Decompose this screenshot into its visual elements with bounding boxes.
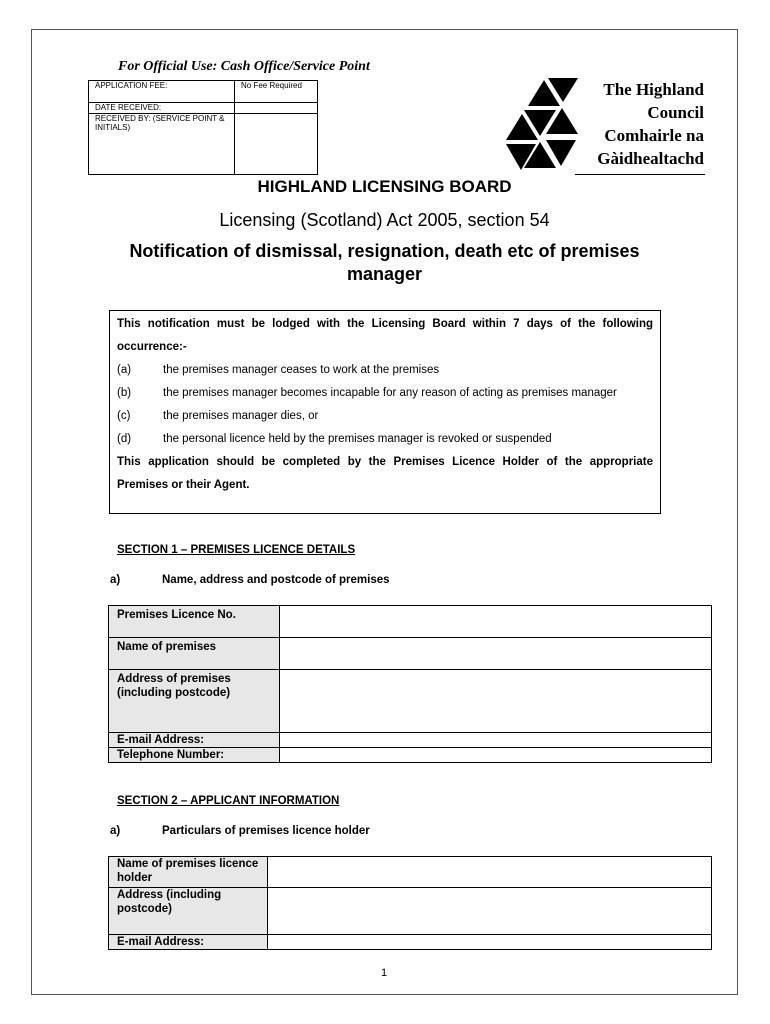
licence-holder-email-input[interactable] [268,935,712,950]
council-name-line: The Highland [603,80,704,99]
received-by-label: RECEIVED BY: (SERVICE POINT & INITIALS) [89,114,235,175]
received-by-value[interactable] [235,114,318,175]
section-2-sub-text: Particulars of premises licence holder [162,825,370,837]
logo-divider [575,174,705,175]
section-1-heading: SECTION 1 – PREMISES LICENCE DETAILS [117,544,356,556]
licence-holder-email-label: E-mail Address: [109,935,268,950]
notice-item-text: the personal licence held by the premises manager is revoked or suspended [163,433,552,445]
notice-item-label: (c) [117,410,131,422]
notice-item-label: (d) [117,433,132,445]
applicant-info-table [108,856,712,950]
licence-holder-name-input[interactable] [268,857,712,888]
notice-item [117,382,653,405]
council-name-line: Gàidhealtachd [597,149,704,168]
date-received-value[interactable] [235,103,318,114]
premises-address-input[interactable] [280,670,712,733]
premises-name-label: Name of premises [109,638,280,670]
section-2-heading: SECTION 2 – APPLICANT INFORMATION [117,795,340,807]
section-2-subheading [110,825,370,837]
application-fee-label: APPLICATION FEE: [89,81,235,103]
official-use-table [88,80,318,175]
notification-title: Notification of dismissal, resignation, death etc of premises manager [129,241,640,284]
premises-telephone-label: Telephone Number: [109,748,280,763]
notice-closing: This application should be completed by the Premises Licence Holder of the appropriate Premises or their Agent. [117,456,653,491]
council-name-line: Comhairle na [604,126,704,145]
section-1-sub-text: Name, address and postcode of premises [162,574,390,586]
board-title: HIGHLAND LICENSING BOARD [257,177,512,196]
premises-name-input[interactable] [280,638,712,670]
notice-item [117,405,653,428]
section-1-subheading [110,574,390,586]
page-number: 1 [381,967,388,979]
application-fee-value: No Fee Required [235,81,318,103]
premises-details-table [108,605,712,763]
act-title: Licensing (Scotland) Act 2005, section 54 [219,210,550,230]
notice-item [117,359,653,382]
notice-item-text: the premises manager dies, or [163,410,319,422]
notice-item-text: the premises manager ceases to work at the premises [163,364,440,376]
section-2-sub-label: a) [110,825,121,837]
official-use-heading: For Official Use: Cash Office/Service Point [118,59,370,74]
notice-item-text: the premises manager becomes incapable for any reason of acting as premises manager [163,387,617,399]
council-name-line: Council [647,103,704,122]
notice-item-label: (a) [117,364,132,376]
premises-address-label: Address of premises (including postcode) [109,670,280,733]
section-1-sub-label: a) [110,574,121,586]
notice-item [117,428,653,451]
premises-licence-no-label: Premises Licence No. [109,606,280,638]
council-name [574,78,704,170]
notice-intro: This notification must be lodged with the Licensing Board within 7 days of the following occurrence:- [117,318,653,353]
premises-email-label: E-mail Address: [109,733,280,748]
licence-holder-address-label: Address (including postcode) [109,888,268,935]
licence-holder-address-input[interactable] [268,888,712,935]
premises-licence-no-input[interactable] [280,606,712,638]
highland-council-logo-icon [506,78,578,172]
premises-email-input[interactable] [280,733,712,748]
notice-item-label: (b) [117,387,132,399]
notice-box [109,310,661,514]
licence-holder-name-label: Name of premises licence holder [109,857,268,888]
premises-telephone-input[interactable] [280,748,712,763]
date-received-label: DATE RECEIVED: [89,103,235,114]
